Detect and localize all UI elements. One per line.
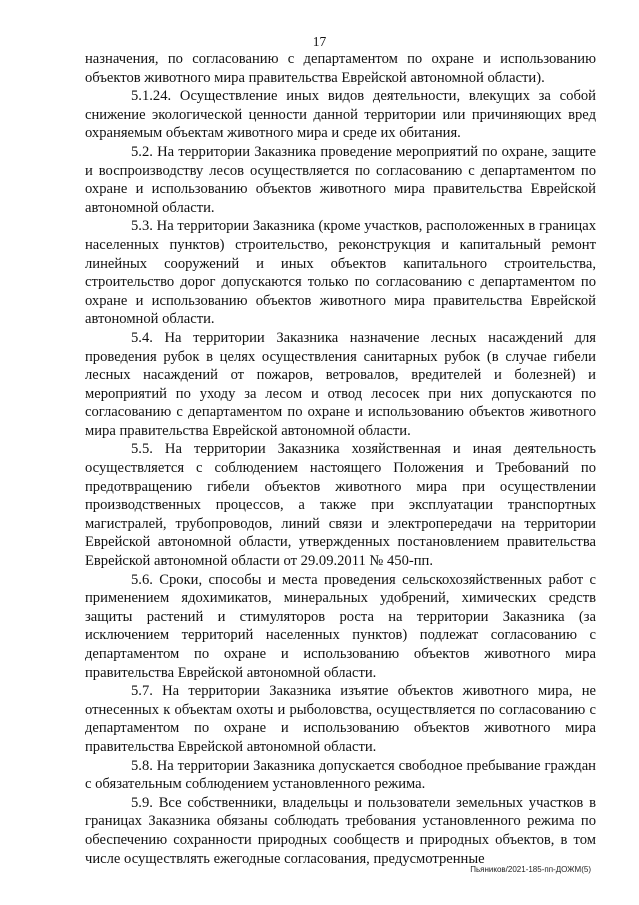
paragraph-5-7: 5.7. На территории Заказника изъятие объектов животного мира, не отнесенных к объектам охоты и рыболовства, осуществляется по согласованию с департаментом по охране и использованию объектов животного мира правительства Еврейской автономной области. (85, 683, 596, 755)
paragraph-5-9: 5.9. Все собственники, владельцы и пользователи земельных участков в границах Заказника обязаны соблюдать требования установленного режима по обеспечению сохранности природных сообществ и природных объектов, в том числе осуществлять ежегодные согласования, предусмотренные (85, 794, 596, 867)
paragraph-5-6: 5.6. Сроки, способы и места проведения сельскохозяйственных работ с применением ядохимикатов, минеральных удобрений, химических средств защиты растений и стимуляторов роста на территории Заказника (за исключением территорий населенных пунктов) подлежат согласованию с департаментом по охране и использованию объектов животного мира правительства Еврейской автономной области. (85, 571, 596, 681)
document-code: Пьяников/2021-185-пп-ДОЖМ(5) (470, 865, 591, 874)
document-body (85, 50, 596, 868)
paragraph-continuation: назначения, по согласованию с департаментом по охране и использованию объектов животного мира правительства Еврейской автономной области). (85, 51, 596, 86)
paragraph-5-8: 5.8. На территории Заказника допускается свободное пребывание граждан с обязательным соблюдением установленного режима. (85, 757, 596, 793)
paragraph-5-3: 5.3. На территории Заказника (кроме участков, расположенных в границах населенных пунктов) строительство, реконструкция и капитальный ремонт линейных сооружений и иных объектов капитального строительства, строительство дорог допускаются только по согласованию с департаментом по охране и использованию объектов животного мира правительства Еврейской автономной области. (85, 218, 596, 328)
paragraph-5-1-24: 5.1.24. Осуществление иных видов деятельности, влекущих за собой снижение экологической ценности данной территории или причиняющих вред охраняемым объектам животного мира и среде их обитания. (85, 88, 596, 142)
paragraph-5-4: 5.4. На территории Заказника назначение лесных насаждений для проведения рубок в целях осуществления санитарных рубок (в случае гибели лесных насаждений от пожаров, ветровалов, вредителей и болезней) и мероприятий по уходу за лесом и отвод лесосек при них допускаются по согласованию с департаментом по охране и использованию объектов животного мира правительства Еврейской автономной области. (85, 329, 596, 439)
paragraph-5-2: 5.2. На территории Заказника проведение мероприятий по охране, защите и воспроизводству лесов осуществляется по согласованию с департаментом по охране и использованию объектов животного мира правительства Еврейской автономной области. (85, 143, 596, 216)
paragraph-5-5: 5.5. На территории Заказника хозяйственная и иная деятельность осуществляется с соблюдением настоящего Положения и Требований по предотвращению гибели объектов животного мира при осуществлении производственных процессов, а также при эксплуатации транспортных магистралей, трубопроводов, линий связи и электропередачи на территории Еврейской автономной области, утвержденных постановлением правительства Еврейской автономной области от 29.09.2011 № 450-пп. (85, 441, 596, 570)
page-number: 17 (312, 34, 327, 49)
